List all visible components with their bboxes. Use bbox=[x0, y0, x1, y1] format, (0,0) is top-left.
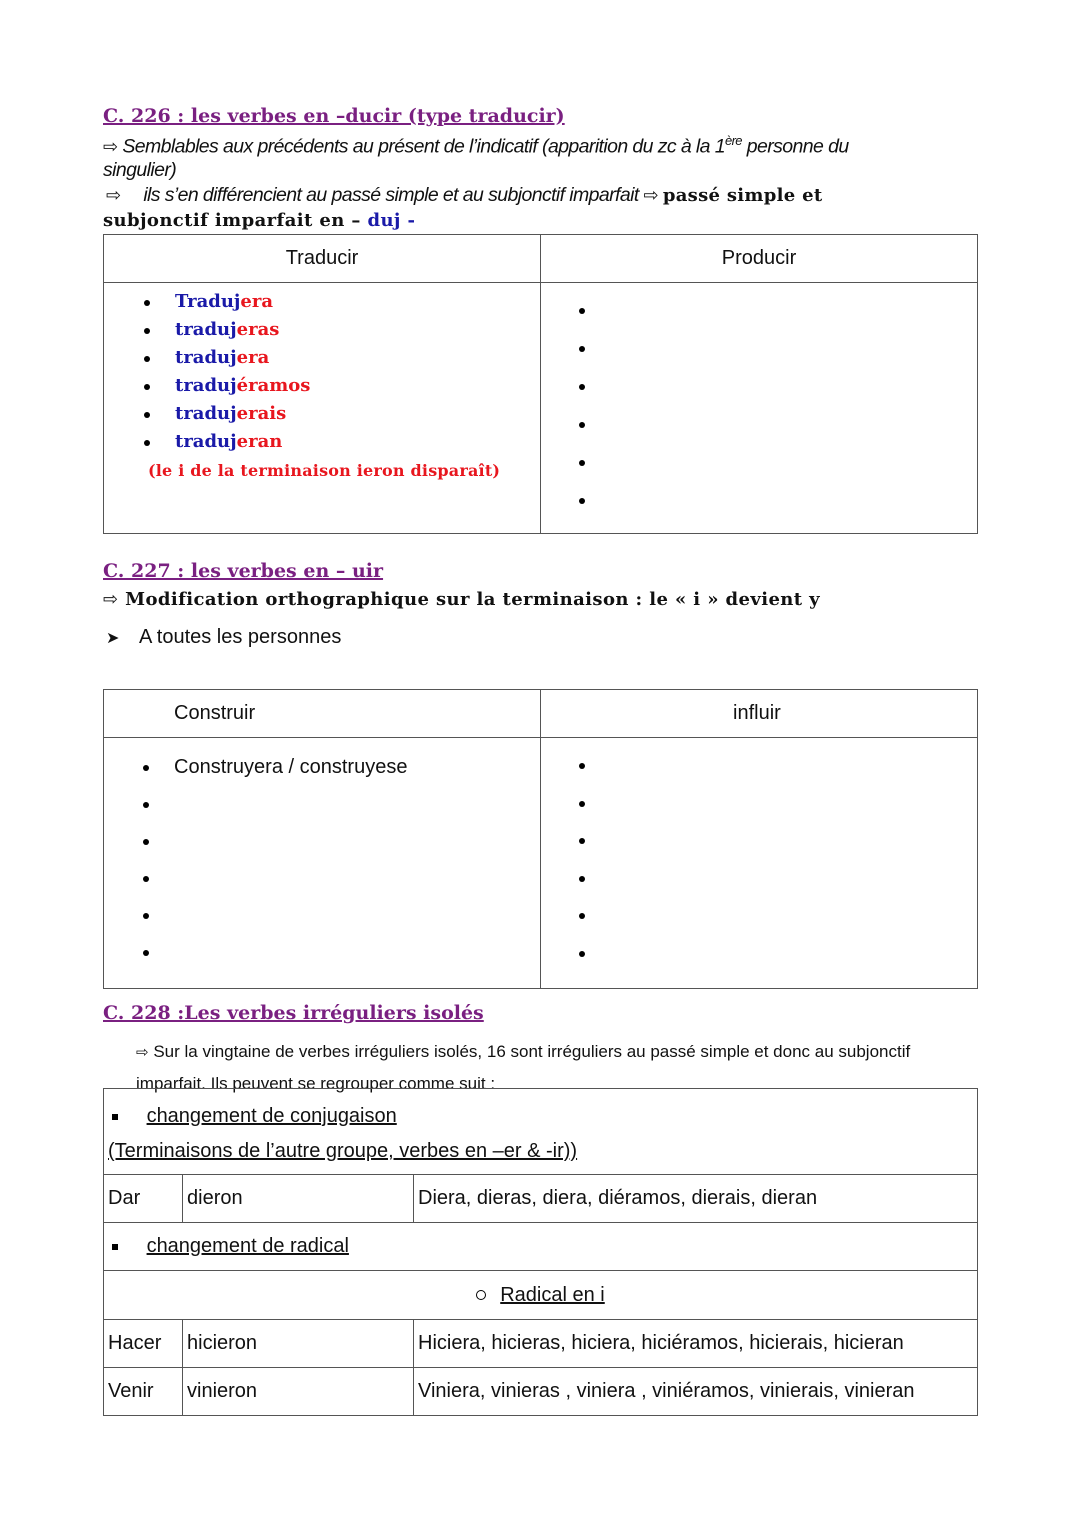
verb-form-part: erais bbox=[236, 403, 287, 424]
header-influir: influir bbox=[733, 702, 781, 724]
header-traducir: Traducir bbox=[285, 247, 359, 269]
arrow-right-icon: ⇨ bbox=[136, 1044, 149, 1061]
list-item bbox=[579, 876, 977, 914]
section-226-line1 bbox=[103, 133, 849, 159]
text: personne du bbox=[741, 135, 849, 158]
verb-form-part: eras bbox=[236, 319, 280, 340]
header-construir: Construir bbox=[174, 702, 256, 724]
text: duj - bbox=[367, 210, 416, 231]
list-item bbox=[143, 867, 540, 904]
list-item bbox=[143, 830, 540, 867]
intro-line bbox=[136, 1036, 976, 1068]
table-header-cell bbox=[104, 235, 541, 283]
intro-line: imparfait. Ils peuvent se regrouper comme suit : bbox=[136, 1074, 496, 1093]
verb-form-part: tra bbox=[175, 347, 205, 368]
construir-forms-list bbox=[143, 756, 540, 978]
table-row bbox=[104, 1368, 978, 1416]
list-item bbox=[144, 375, 540, 403]
producir-forms-cell bbox=[541, 283, 978, 534]
table-header-cell bbox=[541, 690, 978, 738]
text: Semblables aux précédents au présent de l’indicatif (apparition du zc à la 1 bbox=[122, 135, 725, 158]
verb-form bbox=[175, 375, 310, 396]
traducir-forms-list bbox=[144, 291, 540, 459]
producir-forms-list bbox=[579, 305, 977, 533]
arrow-right-icon: ⇨ bbox=[103, 136, 118, 157]
verb-form-part: eran bbox=[236, 431, 283, 452]
arrow-right-icon: ⇨ bbox=[106, 185, 121, 205]
verb-form-part: tra bbox=[175, 319, 205, 340]
verb-form bbox=[175, 319, 279, 340]
verb-form-part: éramos bbox=[236, 375, 311, 396]
bullet-icon bbox=[144, 440, 150, 446]
text: subjonctif imparfait en – bbox=[103, 210, 368, 231]
section-226-line4 bbox=[103, 210, 415, 231]
text: Modification orthographique sur la terminaison : le « i » devient y bbox=[125, 589, 821, 610]
circle-bullet-icon bbox=[476, 1290, 486, 1300]
list-item bbox=[144, 319, 540, 347]
section-227-line2 bbox=[106, 626, 341, 649]
list-item bbox=[144, 347, 540, 375]
table-header-cell bbox=[541, 235, 978, 283]
list-item bbox=[579, 838, 977, 876]
forms-cell: Hiciera, hicieras, hiciera, hiciéramos, hicierais, hicieran bbox=[414, 1320, 978, 1368]
verb-form-part: duj bbox=[204, 319, 237, 340]
text: changement de conjugaison bbox=[146, 1105, 397, 1127]
group-conjugation-subtitle: (Terminaisons de l’autre groupe, verbes en –er & -ir)) bbox=[108, 1140, 578, 1162]
influir-forms-list bbox=[579, 763, 977, 988]
section-228-heading: C. 228 :Les verbes irréguliers isolés bbox=[103, 1002, 484, 1024]
list-item bbox=[144, 291, 540, 319]
list-item bbox=[144, 403, 540, 431]
verb-form-part: duj bbox=[204, 403, 237, 424]
verb-form-part: era bbox=[240, 291, 274, 312]
subgroup-title: Radical en i bbox=[500, 1283, 605, 1306]
table-construir-influir bbox=[103, 689, 978, 989]
verb-form-part: duj bbox=[204, 375, 237, 396]
text: A toutes les personnes bbox=[138, 626, 342, 648]
traducir-forms-cell bbox=[104, 283, 541, 534]
list-item bbox=[579, 951, 977, 989]
verb-cell: Dar bbox=[104, 1175, 183, 1223]
forms-cell: Diera, dieras, diera, diéramos, dierais, dieran bbox=[414, 1175, 978, 1223]
group-radical-cell bbox=[104, 1223, 978, 1271]
arrow-right-icon: ⇨ bbox=[103, 589, 119, 610]
table-row bbox=[104, 1175, 978, 1223]
table-header-cell bbox=[104, 690, 541, 738]
verb-form-part: tra bbox=[175, 403, 205, 424]
superscript: ère bbox=[724, 133, 742, 148]
list-item bbox=[143, 793, 540, 830]
list-item bbox=[579, 763, 977, 801]
group-conjugation-cell bbox=[104, 1089, 978, 1175]
arrowhead-bullet-icon: ➤ bbox=[106, 630, 120, 647]
verb-form bbox=[175, 431, 282, 452]
verb-form bbox=[175, 347, 269, 368]
preterite-cell: hicieron bbox=[183, 1320, 414, 1368]
text: ils s’en différencient au passé simple et au subjonctif imparfait bbox=[143, 184, 639, 206]
verb-cell: Venir bbox=[104, 1368, 183, 1416]
bullet-icon bbox=[144, 328, 150, 334]
group-radical-title: changement de radical bbox=[146, 1235, 349, 1257]
arrow-right-icon: ⇨ bbox=[643, 185, 658, 205]
verb-form-part: Tra bbox=[175, 291, 209, 312]
verb-form-part: tra bbox=[175, 431, 205, 452]
section-227-heading: C. 227 : les verbes en – uir bbox=[103, 560, 384, 582]
text: passé simple et bbox=[662, 185, 823, 206]
construir-forms-cell bbox=[104, 738, 541, 989]
table-row bbox=[104, 1320, 978, 1368]
bullet-icon bbox=[144, 300, 150, 306]
list-item bbox=[144, 431, 540, 459]
list-item bbox=[143, 756, 540, 793]
verb-form-part: duj bbox=[204, 347, 237, 368]
list-item bbox=[143, 941, 540, 978]
table-irregular-verbs bbox=[103, 1088, 978, 1416]
bullet-icon bbox=[144, 356, 150, 362]
list-item bbox=[579, 343, 977, 381]
subgroup-cell bbox=[104, 1271, 978, 1320]
square-bullet-icon bbox=[112, 1114, 118, 1120]
list-item bbox=[579, 305, 977, 343]
section-226-line2: singulier) bbox=[103, 159, 177, 181]
list-item bbox=[143, 904, 540, 941]
list-item bbox=[579, 495, 977, 533]
bullet-icon bbox=[144, 384, 150, 390]
section-226-line3 bbox=[106, 184, 822, 207]
list-item bbox=[579, 419, 977, 457]
influir-forms-cell bbox=[541, 738, 978, 989]
verb-form bbox=[175, 291, 273, 312]
traducir-note: (le i de la terminaison ieron disparaît) bbox=[148, 461, 501, 480]
form-text: Construyera / construyese bbox=[174, 756, 408, 778]
header-producir: Producir bbox=[721, 247, 797, 269]
table-traducir-producir bbox=[103, 234, 978, 534]
verb-form bbox=[175, 403, 286, 424]
section-226-heading: C. 226 : les verbes en –ducir (type traducir) bbox=[103, 105, 565, 127]
square-bullet-icon bbox=[112, 1244, 118, 1250]
bullet-icon bbox=[144, 412, 150, 418]
section-227-line1 bbox=[103, 589, 820, 610]
list-item bbox=[579, 381, 977, 419]
verb-form-part: tra bbox=[175, 375, 205, 396]
verb-form-part: duj bbox=[204, 431, 237, 452]
preterite-cell: dieron bbox=[183, 1175, 414, 1223]
list-item bbox=[579, 801, 977, 839]
preterite-cell: vinieron bbox=[183, 1368, 414, 1416]
list-item bbox=[579, 913, 977, 951]
list-item bbox=[579, 457, 977, 495]
group-conjugation-title bbox=[108, 1105, 977, 1128]
forms-cell: Viniera, vinieras , viniera , viniéramos, vinierais, vinieran bbox=[414, 1368, 978, 1416]
verb-cell: Hacer bbox=[104, 1320, 183, 1368]
text: Sur la vingtaine de verbes irréguliers isolés, 16 sont irréguliers au passé simple et donc au subjonctif bbox=[153, 1042, 911, 1061]
verb-form-part: era bbox=[236, 347, 270, 368]
verb-form-part: duj bbox=[208, 291, 241, 312]
